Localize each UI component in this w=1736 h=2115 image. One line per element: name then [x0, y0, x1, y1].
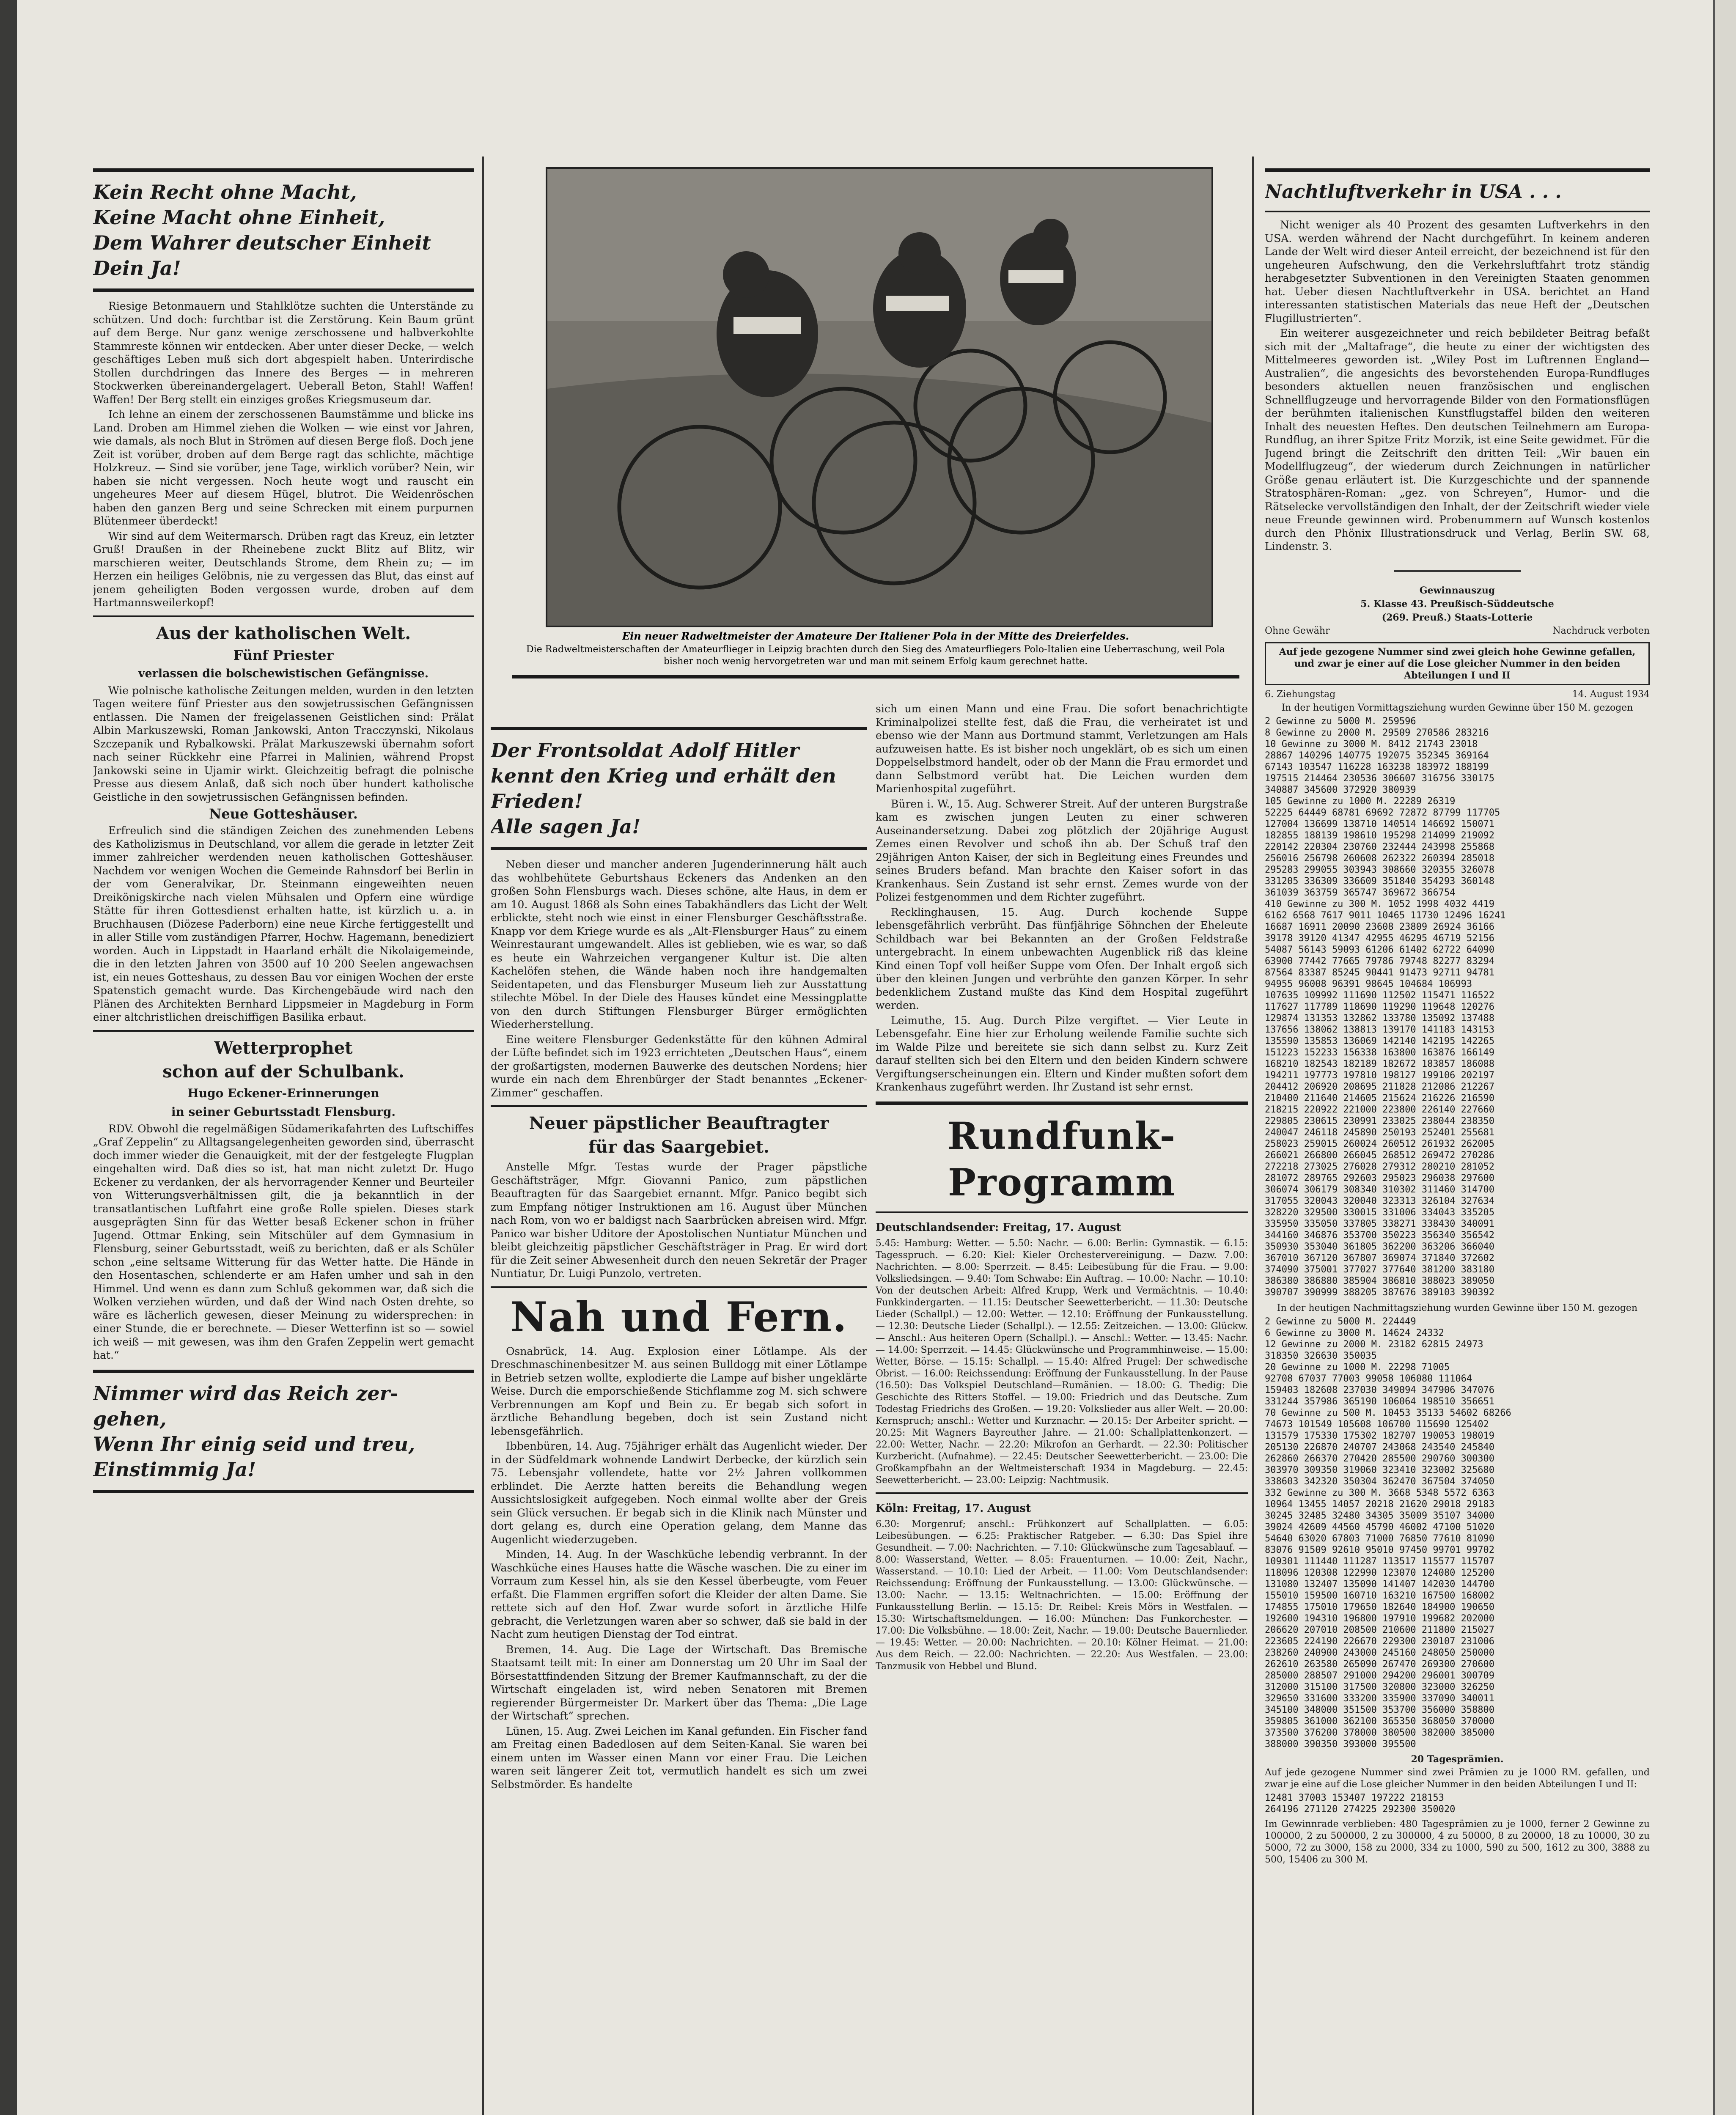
article-paragraph: Wie polnische katholische Zeitungen melden, wurden in den letzten Tagen weitere fünf Priester aus den sowjetrussischen Gefängnissen entlassen. Die Namen der freigelassenen Geistlichen sind: Prälat Albin Markuszewski, Roman Jankowski, Anton Tracczynski, Nikolaus Szczepanik und Rybalkowski. Prälat Markuszewski übernahm sofort nach seiner Rückkehr eine Pfarrei in Malinien, während Propst Jankowski seine in Ujamir wirkt. Gleichzeitig befragt die polnische Presse aus diesem Anlaß, daß sich noch über hundert katholische Geistliche in den sowjetrussischen Gefängnissen befinden.: [93, 684, 474, 803]
rule: [93, 615, 474, 617]
radio-schedule: 5.45: Hamburg: Wetter. — 5.50: Nachr. — 6.00: Berlin: Gymnastik. — 6.15: Tagesspruch. — 6.20: Kiel: Kieler Orchestervereinigung. — Dazw. 7.00: Nachrichten. — 8.00: Sperrzeit. — 8.45: Leibesübung für die Frau. — 9.00: Volksliedsingen. — 9.40: Tom Schwabe: Ein Auftrag. — 10.00: Nachr. — 10.10: Von der deutschen Arbeit: Alfred Krupp, Werk und Vermächtnis. — 10.40: Funkkindergarten. — 11.15: Deutscher Seewetterbericht. — 11.30: Deutsche Lieder (Schallpl.) — 12.00: Wetter. — 12.10: Eröffnung der Funkausstellung. — 12.30: Deutsche Lieder (Schallpl.). — 12.55: Zeitzeichen. — 13.00: Glückw. — Anschl.: Aus heiteren Opern (Schallpl.). — Anschl.: Wetter. — 13.45: Nachr. — 14.00: Sperrzeit. — 14.45: Glückwünsche und Programmhinweise. — 15.00: Wetter, Börse. — 15.15: Schallpl. — 15.40: Alfred Prugel: Der schwedische Obrist. — 16.00: Reichssendung: Eröffnung der Funkausstellung. In der Pause (16.50): Das Volkspiel Deutschland—Rumänien. — 18.00: G. Thedig: Die Geschichte des Ritters Stoffel. — 19.00: Friedrich und das Deutsche. Zum Todestag Friedrichs des Großen. — 19.20: Volkslieder aus aller Welt. — 20.00: Kernspruch; anschl.: Wetter und Kurznachr. — 20.15: Der Arbeiter spricht. — 20.25: Mit Wagners Bayreuther Jahre. — 21.00: Schallplattenkonzert. — 22.00: Wetter, Nachr. — 22.20: Mikrofon an Gerhardt. — 22.30: Politischer Kurzbericht. (Aufnahme). — 22.45: Deutscher Seewetterbericht. — 23.00: Die Großkampfbahn an der Weltmeisterschaft 1934 in Magdeburg. — 22.45: Seewetterbericht. — 23.00: Leipzig: Nachtmusik.: [876, 1238, 1248, 1486]
lottery-section-head: In der heutigen Nachmittagsziehung wurden Gewinne über 150 M. gezogen: [1277, 1302, 1638, 1313]
section-subtitle: Hugo Eckener-Erinnerungen: [187, 1086, 379, 1100]
news-item: sich um einen Mann und eine Frau. Die sofort benachrichtigte Kriminalpolizei stellte fest, daß die Frau, die verheiratet ist und ebenso wie der Mann aus Dortmund stammt, Verletzungen am Hals aufzuweisen hatte. Es ist bisher noch ungeklärt, ob es sich um einen Doppelselbstmord handelt, oder ob der Mann die Frau ermordet und dann Selbstmord verübt hat. Die Leichen wurden dem Marienhospital zugeführt.: [876, 703, 1248, 795]
article-paragraph: Ich lehne an einem der zerschossenen Baumstämme und blicke ins Land. Droben am Himmel ziehen die Wolken — wie einst vor Jahren, wie damals, als noch Blut in Strömen auf diesen Berge floß. Doch jene Zeit ist vorüber, droben auf dem Berge ragt das schlichte, mächtige Holzkreuz. — Sind sie vorüber, jene Tage, wirklich vorüber? Nein, wir haben sie nicht vergessen. Noch heute wogt und rauscht ein ungeheures Meer auf diesem Hügel, blutrot. Die Weidenröschen haben den ganzen Berg und seine Schrecken mit einem purpurnen Blütenmeer überdeckt!: [93, 408, 474, 527]
news-item: Recklinghausen, 15. Aug. Durch kochende Suppe lebensgefährlich verbrüht. Das fünfjährige Söhnchen der Eheleute Schildbach war bei Bekannten an der Großen Feldstraße untergebracht. In einem unbewachten Augenblick riß das kleine Kind einen Topf voll heißer Suppe vom Ofen. Der Inhalt ergoß sich über den kleinen Jungen und verbrühte den ganzen Körper. In sehr bedenklichem Zustand mußte das Kind dem Hospital zugeführt werden.: [876, 906, 1248, 1011]
section-subtitle: in seiner Geburtsstadt Flensburg.: [171, 1104, 396, 1119]
headline-line: Nimmer wird das Reich zer-: [93, 1382, 398, 1405]
adjacent-page-edge: [1713, 0, 1736, 2115]
headline-line: kennt den Krieg und erhält den: [491, 764, 836, 787]
lottery-day: 6. Ziehungstag: [1265, 689, 1336, 700]
section-subtitle: verlassen die bolschewistischen Gefängnisse.: [138, 667, 429, 680]
news-item: Büren i. W., 15. Aug. Schwerer Streit. Auf der unteren Burgstraße kam es zwischen jungen Leuten zu einer schweren Auseinandersetzung. Dabei zog plötzlich der 20jährige August Zemes einen Revolver und schoß ihn ab. Der Schuß traf den 29jährigen Anton Kaiser, der sich in Begleitung eines Freundes und seines Bruders befand. Man brachte den Kaiser sofort in das Krankenhaus. Sein Zustand ist sehr ernst. Zemes wurde von der Polizei festgenommen und dem Richter zugeführt.: [876, 797, 1248, 903]
headline-line: Kein Recht ohne Macht,: [93, 181, 357, 203]
lottery-section-head: 20 Tagesprämien.: [1411, 1753, 1504, 1765]
article-paragraph: Anstelle Mfgr. Testas wurde der Prager päpstliche Geschäftsträger, Mfgr. Giovanni Panico, zum päpstlichen Beauftragten für das Saargebiet ernannt. Mfgr. Panico begibt sich zum Empfang nötiger Instruktionen am 16. August über München nach Rom, von wo er baldigst nach Saarbrücken abreisen wird. Mfgr. Panico war bisher Uditore der Apostolischen Nuntiatur München und bleibt gleichzeitig päpstlicher Geschäftsträger in Prag. Er wird dort für die Zeit seiner Abwesenheit durch den neuen Sekretär der Prager Nuntiatur, Dr. Luigi Punzolo, vertreten.: [491, 1161, 867, 1280]
section-title: für das Saargebiet.: [588, 1137, 769, 1157]
rule: [93, 1370, 474, 1373]
photo-caption: Ein neuer Radweltmeister der Amateure Der Italiener Pola in der Mitte des Dreierfeldes.: [622, 630, 1129, 642]
radio-station-heading: Köln: Freitag, 17. August: [876, 1502, 1031, 1515]
newspaper-page: [17, 0, 1713, 2115]
headline-line: Dem Wahrer deutscher Einheit: [93, 231, 431, 254]
cyclists-photo: [546, 167, 1213, 627]
rule: [93, 1030, 474, 1032]
article-paragraph: Nicht weniger als 40 Prozent des gesamten Luftverkehrs in den USA. werden während der Nacht durchgeführt. In keinem anderen Lande der Welt wird dieser Anteil erreicht, der bezeichnend ist für den ungeheuren Aufschwung, den die Verkehrsluftfahrt trotz ständig herabgesetzter Subventionen in den Vereinigten Staaten genommen hat. Ueber diesen Nachtluftverkehr in USA. berichtet an Hand interessanten statistischen Materials das neue Heft der „Deutschen Flugillustrierten“.: [1265, 219, 1650, 324]
section-title-large: Nah und Fern.: [510, 1293, 848, 1341]
rule: [93, 288, 474, 292]
lottery-numbers-morning: 2 Gewinne zu 5000 M. 259596 8 Gewinne zu 2000 M. 29509 270586 283216 10 Gewinne zu 3000 M. 8412 21743 23018 28867 140296 140775 192075 352345 369164 67143 103547 116228 163238 183972 188199 197515 214464 230536 306607 316756 330175 340887 345600 372920 380939 105 Gewinne zu 1000 M. 22289 26319 52225 64449 68781 69692 72872 87799 117705 127004 136699 138710 140514 146692 150071 182855 188139 198610 195298 214099 219092 220142 220304 230760 232444 243998 255868 256016 256798 260608 262322 260394 285018 295283 299055 303943 308660 320355 326078 331205 336309 336609 351840 354293 360148 361039 363759 365747 369672 366754 410 Gewinne zu 300 M. 1052 1998 4032 4419 6162 6568 7617 9011 10465 11730 12496 16241 16687 16911 20090 23608 23809 26924 36166 39178 39120 41347 42955 46295 46719 52156 54087 56143 59093 61206 61402 62722 64090 63900 77442 77665 79786 79748 82277 83294 87564 83387 85245 90441 91473 92711 94781 94955 96008 96391 98645 104684 106993 107635 109992 111690 112502 115471 116522 117627 117789 118690 119290 119648 120276 129874 131353 132862 133780 135092 137488 137656 138062 138813 139170 141183 143153 135590 135853 136069 142140 142195 142265 151223 152233 156338 163800 163876 166149 168210 182543 182189 182672 183857 186088 194211 197773 197810 198127 199106 202197 204412 206920 208695 211828 212086 212267 210400 211640 214605 215624 216226 216590 218215 220922 221000 223800 226140 227660 229805 230615 230991 233025 238044 238350 240047 246118 245890 250193 252401 255681 258023 259015 260024 260512 261932 262005 266021 266800 266045 268512 269472 270286 272218 273025 276028 279312 280210 281052 281072 289765 292603 295023 296038 297600 306074 306179 308340 310302 311460 314700 317055 320043 320040 323313 326104 327634 328220 329500 330015 331006 334043 335205 335950 335050 337805 338271 338430 340091 344160 346876 353700 350223 356340 356542 350930 353040 361805 362200 363206 366040 367010 367120 367807 369074 371840 372602 374090 375001 377027 377640 381200 383180 386380 386880 385904 386810 388023 389050 390707 390999 388205 387676 389103 390392: [1265, 716, 1506, 1298]
headline-line: Frieden!: [491, 790, 583, 813]
radio-station-heading: Deutschlandsender: Freitag, 17. August: [876, 1221, 1121, 1234]
radio-schedule: 6.30: Morgenruf; anschl.: Frühkonzert auf Schallplatten. — 6.05: Leibesübungen. — 6.25: Praktischer Ratgeber. — 6.30: Das Spiel ihre Gesundheit. — 7.00: Nachrichten. — 7.10: Glückwünsche zum Tagesablauf. — 8.00: Wasserstand, Wetter. — 8.05: Frauenturnen. — 10.00: Zeit, Nachr., Wasserstand. — 10.10: Lied der Arbeit. — 11.00: Vom Deutschlandsender: Reichssendung: Eröffnung der Funkausstellung. — 13.00: Glückwünsche. — 13.00: Nachr. — 13.15: Weltnachrichten. — 15.00: Eröffnung der Funkausstellung Berlin. — 15.15: Dr. Reibel: Kreis Mörs in Westfalen. — 15.30: Wirtschaftsmeldungen. — 16.00: München: Das Funkorchester. — 17.00: Die Volksbühne. — 18.00: Zeit, Nachr. — 19.00: Deutsche Bauernlieder. — 19.45: Wetter. — 20.00: Nachrichten. — 20.10: Kölner Heimat. — 21.00: Aus dem Reich. — 22.00: Nachrichten. — 22.20: Aus Westfalen. — 23.00: Tanzmusik von Hebbel und Blund.: [876, 1519, 1248, 1672]
headline-line: Keine Macht ohne Einheit,: [93, 206, 385, 229]
lottery-heading: (269. Preuß.) Staats-Lotterie: [1382, 612, 1533, 623]
news-item: Minden, 14. Aug. In der Waschküche lebendig verbrannt. In der Waschküche eines Hauses hatte die Wäsche waschen. Die zu einer im Vorraum zum Kessel hin, als sie den Kessel überbeugte, vom Feuer erfaßt. Die Flammen ergriffen sofort die Kleider der alten Dame. Sie rettete sich auf den Hof. Zwar wurde sofort in ärztliche Hilfe gebracht, die Verletzungen waren aber so schwer, daß sie bald in der Nacht zum heutigen Dienstag der Tod eintrat.: [491, 1548, 867, 1640]
column-4: [1265, 161, 1650, 2115]
lottery-copyright: Nachdruck verboten: [1552, 625, 1650, 636]
rule: [491, 847, 867, 850]
lottery-remaining: Im Gewinnrade verblieben: 480 Tagesprämien zu je 1000, ferner 2 Gewinne zu 100000, 2 zu 500000, 2 zu 300000, 4 zu 50000, 8 zu 20000, 18 zu 10000, 30 zu 5000, 72 zu 3000, 158 zu 2000, 334 zu 1000, 590 zu 500, 1612 zu 300, 3888 zu 500, 15406 zu 300 M.: [1265, 1818, 1650, 1865]
column-rule: [1252, 157, 1254, 2115]
article-paragraph: RDV. Obwohl die regelmäßigen Südamerikafahrten des Luftschiffes „Graf Zeppelin“ zu Alltagsangelegenheiten geworden sind, überrascht doch immer wieder die Genauigkeit, mit der der festgelegte Flugplan eingehalten wird. Daß dies so ist, hat man nicht zuletzt Dr. Hugo Eckener zu verdanken, der als hervorragender Kenner und Beurteiler von Witterungsverhältnissen gilt, die ja bekanntlich in der transatlantischen Luftfahrt eine große Rolle spielen. Dieses stark ausgeprägten Sinn für das Wetter besaß Eckener schon in früher Jugend. Ottmar Enking, sein Mitschüler auf dem Gymnasium in Flensburg, seiner Geburtsstadt, weiß zu berichten, daß er als Schüler schon „eine seltsame Witterung für das Wetter hatte. Die Hände in den Hosentaschen, schlenderte er am Hafen umher und sah in den Himmel. Und wenn es dann zum Schluß gekommen war, daß sich die Wolken verziehen würden, und daß der Wind nach Osten drehte, so wäre es lächerlich gewesen, dieser Meinung zu widersprechen: in einer Stunde, die er berechnete. — Dieser Wetterfinn ist so — sowiel ich weiß — mit gewesen, was ihm den Grafen Zeppelin wert gemacht hat.“: [93, 1122, 474, 1361]
column-rule: [482, 157, 484, 2115]
news-item: Osnabrück, 14. Aug. Explosion einer Lötlampe. Als der Dreschmaschinenbesitzer M. aus seinen Bulldogg mit einer Lötlampe in Betrieb setzen wollte, explodierte die Lampe auf bisher ungeklärte Weise. Durch die emporschießende Stichflamme zog M. sich schwere Verbrennungen am Kopf und Bein zu. Er begab sich sofort in ärztliche Behandlung begeben, doch ist sein Zustand nicht lebensgefährlich.: [491, 1345, 867, 1437]
news-item: Ibbenbüren, 14. Aug. 75jähriger erhält das Augenlicht wieder. Der in der Südfeldmark wohnende Landwirt Derbecke, der kürzlich sein 75. Lebensjahr vollendete, hatte vor 2½ Jahren vollkommen erblindet. Die Aerzte hatten bereits die Behandlung wegen Aussichtslosigkeit aufgegeben. Noch einmal wollte aber der Greis sein Glück versuchen. Er begab sich in die Klinik nach Münster und dort gelang es, durch eine Operation gelang, dem Manne das Augenlicht wiederzugeben.: [491, 1440, 867, 1546]
rule: [1265, 211, 1650, 212]
rule: [1265, 168, 1650, 172]
rule: [491, 1286, 867, 1288]
radio-program-title: Rundfunk-Programm: [947, 1113, 1176, 1204]
section-subtitle: Neue Gotteshäuser.: [209, 806, 358, 822]
photo-subcaption: Die Radweltmeisterschaften der Amateurflieger in Leipzig brachten durch den Sieg des Amateurfliegers Polo-Italien eine Ueberraschung, weil Pola bisher noch wenig hervorgetreten war und man mit seinem Erfolg kaum gerechnet hatte.: [526, 644, 1225, 667]
rule: [491, 1105, 867, 1107]
rule: [876, 1101, 1248, 1105]
section-title: schon auf der Schulbank.: [162, 1061, 404, 1082]
news-item: Lünen, 15. Aug. Zwei Leichen im Kanal gefunden. Ein Fischer fand am Freitag einen Badedlosen auf dem Seiten-Kanal. Sie waren bei einem unten im Wasser einen Mann vor einer Frau. Die Leichen waren seit längerer Zeit tot, vermutlich handelt es sich um zwei Selbstmörder. Es handelte: [491, 1725, 867, 1791]
article-paragraph: Neben dieser und mancher anderen Jugenderinnerung hält auch das wohlbehütete Geburtshaus Eckeners das Andenken an den großen Sohn Flensburgs wach. Dieses schöne, alte Haus, in dem er am 10. August 1868 als Sohn eines Tabakhändlers das Licht der Welt erblickte, steht noch wie einst in einer Flensburger Geschäftsstraße. Knapp vor dem Kriege wurde es als „Alt-Flensburger Haus“ zu einem Weinrestaurant umgewandelt. Alles ist geblieben, wie es war, so daß es heute ein Wahrzeichen vergangener Kultur ist. Die alten Kachelöfen stehen, die Wände haben noch ihre handgemalten Seidentapeten, und das Flensburger Museum lieh zur Ausstattung stilechte Möbel. In der Diele des Hauses kündet eine Messingplatte von den durch Stiftungen Flensburger Bürger ermöglichten Wiederherstellung.: [491, 858, 867, 1030]
lottery-day-row: [1265, 689, 1650, 702]
lottery-disclaimer: Ohne Gewähr: [1265, 625, 1330, 636]
rule: [876, 1211, 1248, 1213]
article-paragraph: Erfreulich sind die ständigen Zeichen des zunehmenden Lebens des Katholizismus in Deutschland, vor allem die gerade in letzter Zeit immer zahlreicher werdenden neuen katholischen Gotteshäuser. Nachdem vor wenigen Wochen die Gemeinde Rahnsdorf bei Berlin in der vom Generalvikar, Dr. Steinmann eingeweihten neuen Dreikönigskirche nach vielen Mühsalen und Opfern eine würdige Stätte für ihren Gottesdienst erhalten hatte, ist kürzlich u. a. in Bruchhausen (Diözese Paderborn) eine neue Kirche fertiggestellt und in aller Stille vom zuständigen Pfarrer, Hochw. Hagemann, benediziert worden. Auch in Lippstadt in Haarland erhält die Nikolaigemeinde, die in den letzten Jahren von 3500 auf 10 200 Seelen angewachsen ist, ein neues Gotteshaus, zu dessen Bau vor einigen Wochen der erste Spatenstich gemacht wurde. Das Kirchengebäude wird nach den Plänen des Architekten Bernhard Lippsmeier in Magdeburg in Form einer altchristlichen dreischiffigen Basilika erbaut.: [93, 824, 474, 1023]
article-title: Nachtluftverkehr in USA . . .: [1265, 181, 1562, 203]
news-item: Bremen, 14. Aug. Die Lage der Wirtschaft. Das Bremische Staatsamt teilt mit: In einer am Donnerstag um 20 Uhr im Saal der Börsestattfindenden Sitzung der Bremer Kaufmannschaft, zu der die Wirtschaft eingeladen ist, wird neben Senatoren mit Bremen regierender Bürgermeister Dr. Markert über das Thema: „Die Lage der Wirtschaft“ sprechen.: [491, 1643, 867, 1722]
rule: [512, 675, 1239, 678]
section-subtitle: Fünf Priester: [233, 647, 334, 663]
lottery-heading: 5. Klasse 43. Preußisch-Süddeutsche: [1360, 598, 1554, 610]
headline-line: Wenn Ihr einig seid und treu,: [93, 1432, 415, 1456]
lottery-heading: Gewinnauszug: [1419, 585, 1495, 596]
rule: [876, 1492, 1248, 1494]
headline-line: Der Frontsoldat Adolf Hitler: [491, 739, 799, 762]
headline-line: Alle sagen Ja!: [491, 815, 641, 838]
column-2: [491, 719, 867, 2115]
headline-line: gehen,: [93, 1407, 167, 1430]
photo-caption-block: [512, 630, 1239, 686]
article-paragraph: Ein weiterer ausgezeichneter und reich bebildeter Beitrag befaßt sich mit der „Maltafrage“, die heute zu einer der wichtigsten des Mittelmeeres geworden ist. „Wiley Post im Luftrennen England—Australien“, die angesichts des bevorstehenden Europa-Rundfluges besonders aktuellen neuen französischen und englischen Schnellflugzeuge und hervorragende Bilder von den Formationsflügen der berühmten italienischen Kunstflugstaffel bilden den weiteren Inhalt des neuesten Heftes. Den deutschen Teilnehmern am Europa-Rundflug, an ihrer Spitze Fritz Morzik, ist eine Seite gewidmet. Für die Jugend bringt die Zeitschrift den dritten Teil: „Wir bauen ein Modellflugzeug“, der wiederum durch Zeichnungen in natürlicher Größe genau erläutert ist. Die Kurzgeschichte und der spannende Stratosphären-Roman: „gez. von Schreyen“, Humor- und die Rätselecke vervollständigen den Inhalt, der der Zeitschrift wieder viele neue Freunde gewinnen wird. Probenummern auf Wunsch kostenlos durch den Phönix Illustrationsdruck und Verlag, Berlin SW. 68, Lindenstr. 3.: [1265, 327, 1650, 552]
column-3: [876, 702, 1248, 2115]
headline-line: Dein Ja!: [93, 257, 181, 280]
rule: [93, 1490, 474, 1493]
article-paragraph: Wir sind auf dem Weitermarsch. Drüben ragt das Kreuz, ein letzter Gruß! Draußen in der Rheinebene zuckt Blitz auf Blitz, wir marschieren weiter, Deutschlands Strome, dem Rhein zu; — im Herzen ein heiliges Gelöbnis, nie zu vergessen das Blut, das einst auf jenem geheiligten Boden vergossen wurde, droben auf dem Hartmannsweilerkopf!: [93, 530, 474, 609]
column-1: [93, 161, 474, 2115]
article-paragraph: Riesige Betonmauern und Stahlklötze suchten die Unterstände zu schützen. Und doch: furchtbar ist die Zerstörung. Kein Baum grünt auf dem Berge. Nur ganz wenige zerschossene und halbverkohlte Stammreste können wir entdecken. Aber unter dieser Decke, — welch geschäftiges Leben muß sich dort abgespielt haben. Unterirdische Stollen durchdringen das Innere des Berges — in mehreren Stockwerken übereinandergelagert. Ueberall Beton, Stahl! Waffen! Waffen! Der Berg stellt ein einziges großes Kriegsmuseum dar.: [93, 300, 474, 406]
lottery-meta: [1265, 625, 1650, 639]
section-title: Aus der katholischen Welt.: [156, 623, 411, 643]
rule: [93, 168, 474, 172]
section-title: Neuer päpstlicher Beauftragter: [529, 1113, 829, 1133]
lottery-section-head: In der heutigen Vormittagsziehung wurden Gewinne über 150 M. gezogen: [1281, 702, 1633, 713]
lottery-notice-box: Auf jede gezogene Nummer sind zwei gleich hohe Gewinne gefallen, und zwar je einer auf die Lose gleicher Nummer in den beiden Abteilungen I und II: [1265, 642, 1650, 685]
article-paragraph: Eine weitere Flensburger Gedenkstätte für den kühnen Admiral der Lüfte befindet sich im 1923 errichteten „Deutschen Haus“, einem der großartigsten, modernen Bauwerke des deutschen Nordens; hier wurde ein nach dem Ehrenbürger der Stadt benanntes „Eckener-Zimmer“ geschaffen.: [491, 1033, 867, 1099]
headline-line: Einstimmig Ja!: [93, 1458, 256, 1481]
section-title: Wetterprophet: [214, 1038, 353, 1058]
short-rule: [1394, 570, 1521, 572]
lottery-numbers-afternoon: 2 Gewinne zu 5000 M. 224449 6 Gewinne zu 3000 M. 14624 24332 12 Gewinne zu 2000 M. 23182 62815 24973 318350 326630 350035 20 Gewinne zu 1000 M. 22298 71005 92708 67037 77003 99058 106080 111064 159403 182608 237030 349094 347906 347076 331244 357986 365190 106064 198510 356651 70 Gewinne zu 500 M. 10453 35133 54602 68266 74673 101549 105608 106700 115690 125402 131579 175330 175302 182707 190053 198019 205130 226870 240707 243068 243540 245840 262860 266370 270420 285500 290760 300300 303970 309350 319060 323410 323002 325680 338603 342320 350304 362470 367504 374050 332 Gewinne zu 300 M. 3668 5348 5572 6363 10964 13455 14057 20218 21620 29018 29183 30245 32485 32480 34305 35009 35107 34000 39024 42609 44560 45790 46002 47100 51020 54640 63020 67803 71000 76850 77610 81090 83076 91509 92610 95010 97450 99701 99702 109301 111440 111287 113517 115577 115707 118096 120308 122990 123070 124080 125200 131080 132407 135090 141407 142030 144700 155010 159500 160710 163210 167500 168002 174855 175010 179650 182640 184900 190650 192600 194310 196800 197910 199682 202000 206620 207010 208500 210600 211800 215027 223605 224190 226670 229300 230107 231006 238260 240900 243000 245160 248050 250000 262610 263580 265090 267470 269300 270600 285000 288507 291000 294200 296001 300709 312000 315100 317500 320800 323000 326250 329650 331600 333200 335900 337090 340011 345100 348000 351500 353700 356000 358800 359805 361000 362100 365350 368050 370000 373500 376200 378000 380500 382000 385000 388000 390350 393000 395500: [1265, 1316, 1511, 1750]
lottery-premium-numbers: 12481 37003 153407 197222 218153 264196 271120 274225 292300 350020: [1265, 1792, 1456, 1815]
lottery-premium-text: Auf jede gezogene Nummer sind zwei Prämien zu je 1000 RM. gefallen, und zwar je eine auf die Lose gleicher Nummer in den beiden Abteilungen I und II:: [1265, 1767, 1650, 1790]
rule: [491, 727, 867, 730]
lottery-date: 14. August 1934: [1572, 689, 1650, 700]
news-item: Leimuthe, 15. Aug. Durch Pilze vergiftet. — Vier Leute in Lebensgefahr. Eine hier zur Erholung weilende Familie suchte sich im Walde Pilze und bereitete sie sich dann selbst zu. Kurz Zeit darauf stellten sich bei den Eltern und den beiden Kindern schwere Vergiftungserscheinungen ein. Eltern und Kinder mußten sofort dem Krankenhaus zugeführt werden. Ihr Zustand ist sehr ernst.: [876, 1014, 1248, 1093]
